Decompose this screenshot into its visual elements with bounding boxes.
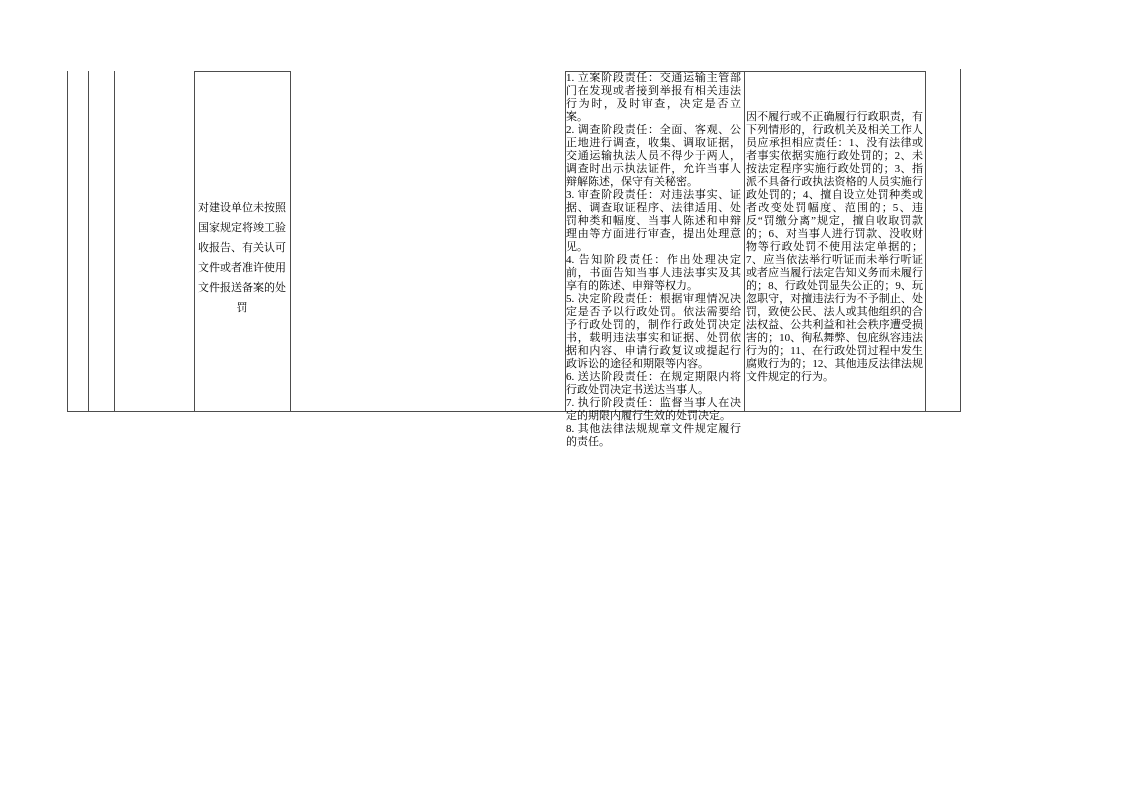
- empty-cell-col3: [115, 72, 194, 411]
- empty-cell-col1: [68, 72, 88, 411]
- penalty-name-line: 文件报送备案的处: [198, 282, 286, 294]
- accountability-text: 因不履行或不正确履行行政职责，有下列情形的，行政机关及相关工作人员应承担相应责任：1、没有法律或者事实依据实施行政处罚的；2、未按法定程序实施行政处罚的；3、指派不具备行政执法资格的人员实施行政处罚的；4、擅自设立处罚种类或者改变处罚幅度、范围的；5、违反“罚缴分离”规定，擅自收取罚款的；6、对当事人进行罚款、没收财物等行政处罚不使用法定单据的；7、应当依法举行听证而未举行听证或者应当履行法定告知义务而未履行的；8、行政处罚显失公正的；9、玩忽职守，对擅违法行为不予制止、处罚，致使公民、法人或其他组织的合法权益、公共利益和社会秩序遭受损害的；10、徇私舞弊、包庇纵容违法行为的；11、在行政处罚过程中发生腐败行为的；12、其他违反法律法规文件规定的行为。: [746, 111, 923, 383]
- penalty-name-line: 文件或者准许使用: [198, 262, 286, 274]
- penalty-name-line: 罚: [236, 302, 248, 314]
- responsibility-step-8: 8. 其他法律法规规章文件规定履行的责任。: [566, 423, 741, 448]
- responsibility-step-4: 4. 告知阶段责任：作出处理决定前，书面告知当事人违法事实及其享有的陈述、申辩等权力。: [566, 254, 741, 292]
- empty-cell-right: [926, 72, 960, 411]
- accountability-cell: [746, 111, 923, 384]
- responsibility-steps-cell: [566, 72, 741, 448]
- penalty-name-line: 国家规定将竣工验: [198, 222, 286, 234]
- table-hline-name-top: [194, 71, 291, 72]
- table-vline-steps-right: [744, 71, 745, 412]
- penalty-name-line: 对建设单位未按照: [198, 202, 286, 214]
- table-vline-outer-right: [960, 69, 961, 412]
- responsibility-step-2: 2. 调查阶段责任：全面、客观、公正地进行调查，收集、调取证据，交通运输执法人员不得少于两人，调查时出示执法证件，允许当事人辩解陈述，保守有关秘密。: [566, 124, 741, 188]
- penalty-name-cell: [195, 198, 289, 318]
- responsibility-step-5: 5. 决定阶段责任：根据审理情况决定是否予以行政处罚。依法需要给予行政处罚的，制作行政处罚决定书，载明违法事实和证据、处罚依据和内容、申请行政复议或提起行政诉讼的途径和期限等内容。: [566, 293, 741, 370]
- responsibility-step-1: 1. 立案阶段责任：交通运输主管部门在发现或者接到举报有相关违法行为时，及时审查，决定是否立案。: [566, 72, 741, 123]
- empty-cell-col2: [89, 72, 114, 411]
- empty-cell-middle: [291, 72, 565, 411]
- responsibility-step-6: 6. 送达阶段责任：在规定期限内将行政处罚决定书送达当事人。: [566, 371, 741, 396]
- responsibility-step-3: 3. 审查阶段责任：对违法事实、证据、调查取证程序、法律适用、处罚种类和幅度、当事人陈述和申辩理由等方面进行审查，提出处理意见。: [566, 189, 741, 253]
- penalty-name-line: 收报告、有关认可: [198, 242, 286, 254]
- table-hline-bottom: [67, 411, 961, 412]
- responsibility-step-7: 7. 执行阶段责任：监督当事人在决定的期限内履行生效的处罚决定。: [566, 397, 741, 422]
